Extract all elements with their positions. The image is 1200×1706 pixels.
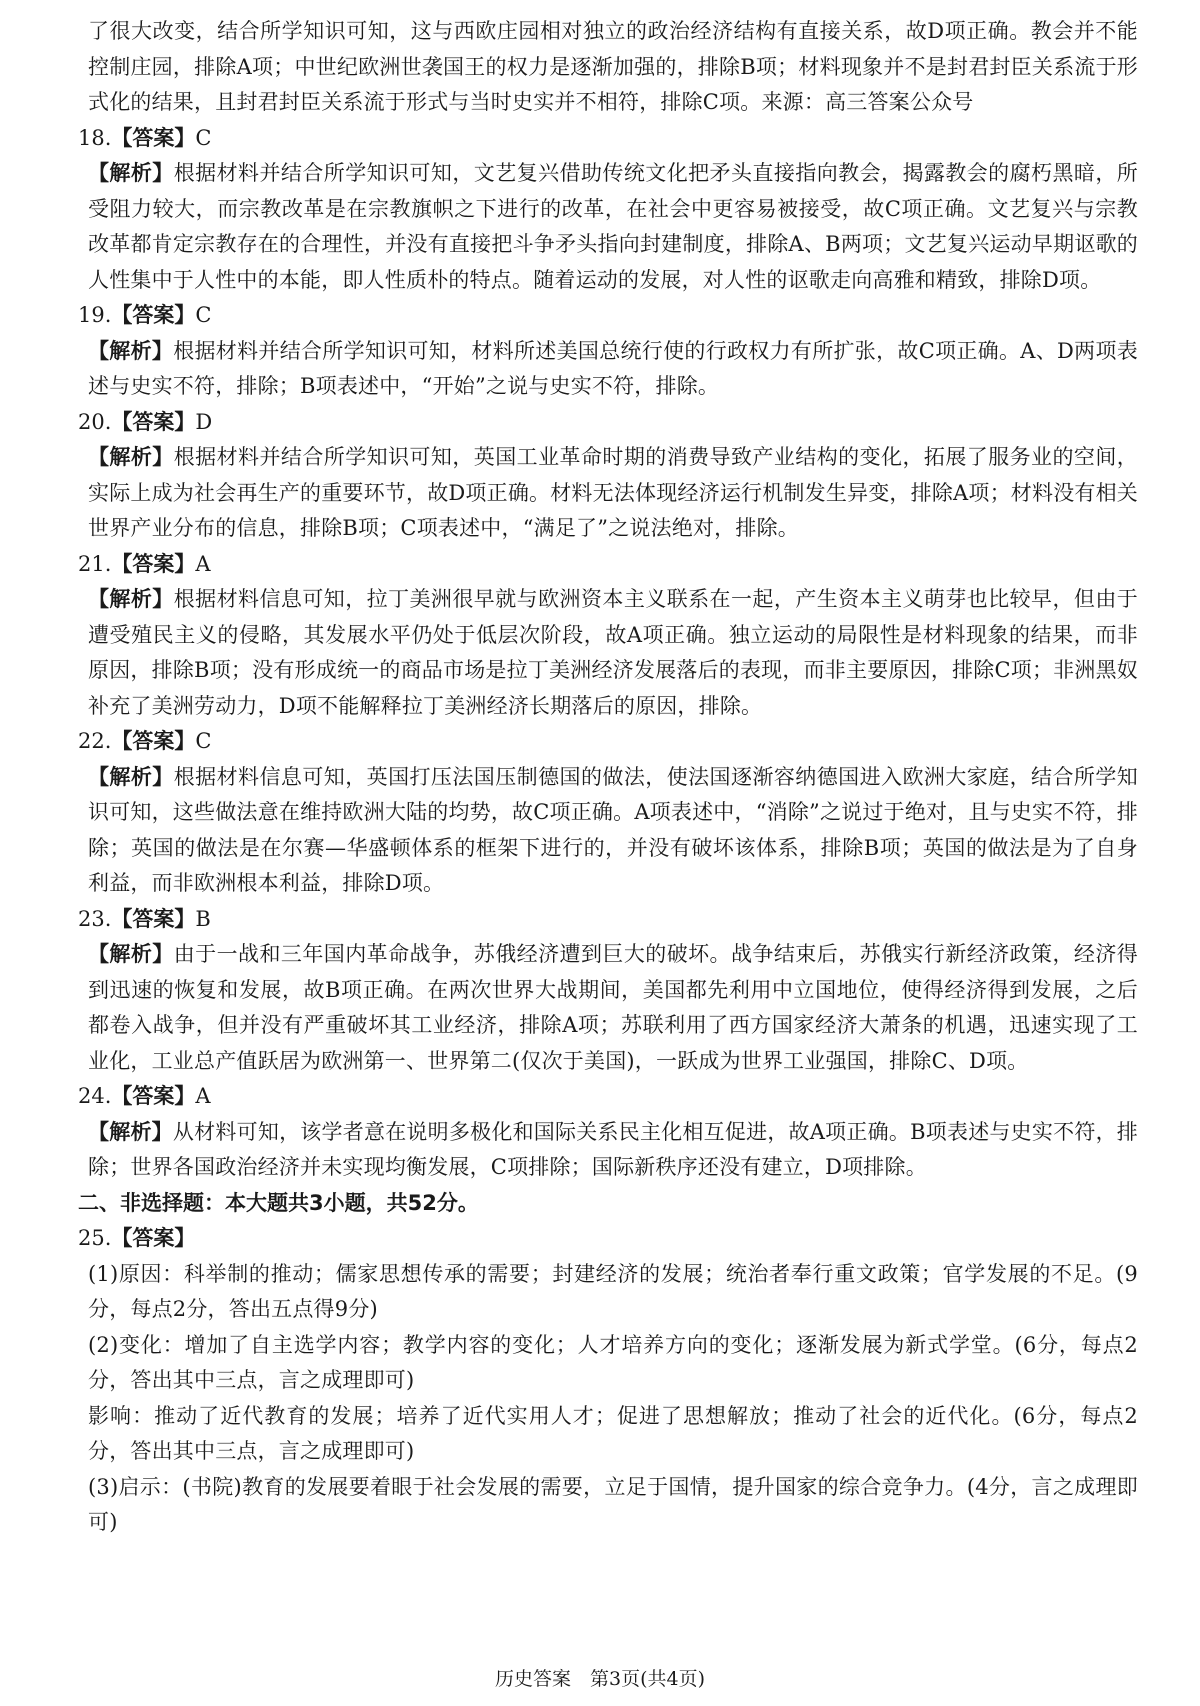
question-header: [78, 547, 1138, 583]
question-number: 22.: [78, 729, 112, 753]
analysis-paragraph: [78, 760, 1138, 902]
answer-letter: C: [195, 729, 212, 753]
answer-letter: D: [195, 409, 213, 434]
question-header: [78, 1221, 1138, 1257]
answer-tag: 【答案】: [111, 125, 196, 150]
answer-tag: 【答案】: [111, 1084, 196, 1108]
answer-part-1: (1)原因：科举制的推动；儒家思想传承的需要；封建经济的发展；统治者奉行重文政策；官学发展的不足。(9分，每点2分，答出五点得9分): [88, 1261, 1138, 1321]
question-number: 20.: [78, 409, 112, 434]
answer-tag: 【答案】: [111, 409, 196, 434]
analysis-paragraph: [78, 156, 1138, 298]
question-header: [78, 121, 1138, 157]
analysis-text: 根据材料信息可知，拉丁美洲很早就与欧洲资本主义联系在一起，产生资本主义萌芽也比较早，但由于遭受殖民主义的侵略，其发展水平仍处于低层次阶段，故A项正确。独立运动的局限性是材料现象的结果，而非原因，排除B项；没有形成统一的商品市场是拉丁美洲经济发展落后的表现，而非主要原因，排除C项；非洲黑奴补充了美洲劳动力，D项不能解释拉丁美洲经济长期落后的原因，排除。: [88, 587, 1138, 718]
question-22: [78, 724, 1138, 902]
analysis-text: 由于一战和三年国内革命战争，苏俄经济遭到巨大的破坏。战争结束后，苏俄实行新经济政策，经济得到迅速的恢复和发展，故B项正确。在两次世界大战期间，美国都先利用中立国地位，使得经济得到发展，之后都卷入战争，但并没有严重破坏其工业经济，排除A项；苏联利用了西方国家经济大萧条的机遇，迅速实现了工业化，工业总产值跃居为欧洲第一、世界第二(仅次于美国)，一跃成为世界工业强国，排除C、D项。: [88, 942, 1138, 1073]
answer-letter: C: [195, 303, 212, 327]
analysis-text: 根据材料信息可知，英国打压法国压制德国的做法，使法国逐渐容纳德国进入欧洲大家庭，结合所学知识可知，这些做法意在维持欧洲大陆的均势，故C项正确。A项表述中，“消除”之说过于绝对，且与史实不符，排除；英国的做法是在尔赛—华盛顿体系的框架下进行的，并没有破坏该体系，排除B项；英国的做法是为了自身利益，而非欧洲根本利益，排除D项。: [88, 764, 1138, 895]
question-number: 25.: [78, 1226, 112, 1250]
analysis-tag: 【解析】: [88, 338, 174, 363]
analysis-tag: 【解析】: [88, 445, 174, 469]
analysis-tag: 【解析】: [88, 1119, 173, 1144]
question-23: [78, 902, 1138, 1080]
analysis-tag: 【解析】: [88, 942, 174, 966]
question-number: 21.: [78, 551, 112, 576]
answer-letter: B: [195, 906, 211, 931]
page-footer: 历史答案 第3页(共4页): [494, 1668, 705, 1690]
analysis-text: 根据材料并结合所学知识可知，文艺复兴借助传统文化把矛头直接指向教会，揭露教会的腐朽黑暗，所受阻力较大，而宗教改革是在宗教旗帜之下进行的改革，在社会中更容易被接受，故C项正确。文艺复兴与宗教改革都肯定宗教存在的合理性，并没有直接把斗争矛头指向封建制度，排除A、B两项；文艺复兴运动早期讴歌的人性集中于人性中的本能，即人性质朴的特点。随着运动的发展，对人性的讴歌走向高雅和精致，排除D项。: [88, 161, 1138, 292]
question-header: [78, 1079, 1138, 1115]
analysis-tag: 【解析】: [88, 161, 174, 185]
intro-paragraph: 了很大改变，结合所学知识可知，这与西欧庄园相对独立的政治经济结构有直接关系，故D项正确。教会并不能控制庄园，排除A项；中世纪欧洲世袭国王的权力是逐渐加强的，排除B项；材料现象并不是封君封臣关系流于形式化的结果，且封君封臣关系流于形式与当时史实并不相符，排除C项。来源：高三答案公众号: [88, 19, 1138, 114]
question-25: [78, 1221, 1138, 1541]
question-24: [78, 1079, 1138, 1186]
analysis-paragraph: [78, 1115, 1138, 1186]
question-header: [78, 724, 1138, 760]
question-number: 19.: [78, 303, 112, 327]
section-heading: 二、非选择题：本大题共3小题，共52分。: [78, 1190, 479, 1215]
answer-tag: 【答案】: [111, 1226, 196, 1250]
answer-tag: 【答案】: [111, 551, 196, 576]
analysis-tag: 【解析】: [88, 587, 174, 611]
analysis-paragraph: [78, 582, 1138, 724]
question-number: 23.: [78, 906, 112, 931]
analysis-paragraph: [78, 440, 1138, 547]
question-18: [78, 121, 1138, 299]
answer-part-2-change: (2)变化：增加了自主选学内容；教学内容的变化；人才培养方向的变化；逐渐发展为新式学堂。(6分，每点2分，答出其中三点，言之成理即可): [88, 1332, 1138, 1392]
answer-letter: C: [195, 125, 212, 150]
analysis-paragraph: [78, 334, 1138, 405]
question-number: 18.: [78, 125, 112, 150]
analysis-text: 根据材料并结合所学知识可知，材料所述美国总统行使的行政权力有所扩张，故C项正确。A、D两项表述与史实不符，排除；B项表述中，“开始”之说与史实不符，排除。: [88, 338, 1138, 398]
answer-part-3: (3)启示：(书院)教育的发展要着眼于社会发展的需要，立足于国情，提升国家的综合竞争力。(4分，言之成理即可): [88, 1474, 1138, 1534]
question-number: 24.: [78, 1084, 112, 1108]
question-header: [78, 298, 1138, 334]
answer-letter: A: [195, 1084, 211, 1108]
answer-tag: 【答案】: [111, 303, 196, 327]
analysis-text: 从材料可知，该学者意在说明多极化和国际关系民主化相互促进，故A项正确。B项表述与史实不符，排除；世界各国政治经济并未实现均衡发展，C项排除；国际新秩序还没有建立，D项排除。: [88, 1119, 1138, 1179]
answer-letter: A: [195, 551, 211, 576]
question-header: [78, 902, 1138, 938]
analysis-paragraph: [78, 937, 1138, 1079]
analysis-text: 根据材料并结合所学知识可知，英国工业革命时期的消费导致产业结构的变化，拓展了服务业的空间，实际上成为社会再生产的重要环节，故D项正确。材料无法体现经济运行机制发生异变，排除A项；材料没有相关世界产业分布的信息，排除B项；C项表述中，“满足了”之说法绝对，排除。: [88, 445, 1138, 540]
question-19: [78, 298, 1138, 405]
answer-tag: 【答案】: [111, 906, 196, 931]
question-21: [78, 547, 1138, 725]
question-header: [78, 405, 1138, 441]
analysis-tag: 【解析】: [88, 764, 174, 789]
answer-part-2-impact: 影响：推动了近代教育的发展；培养了近代实用人才；促进了思想解放；推动了社会的近代化。(6分，每点2分，答出其中三点，言之成理即可): [88, 1403, 1138, 1463]
question-20: [78, 405, 1138, 547]
answer-tag: 【答案】: [111, 729, 196, 753]
answer-page: [78, 14, 1138, 1541]
